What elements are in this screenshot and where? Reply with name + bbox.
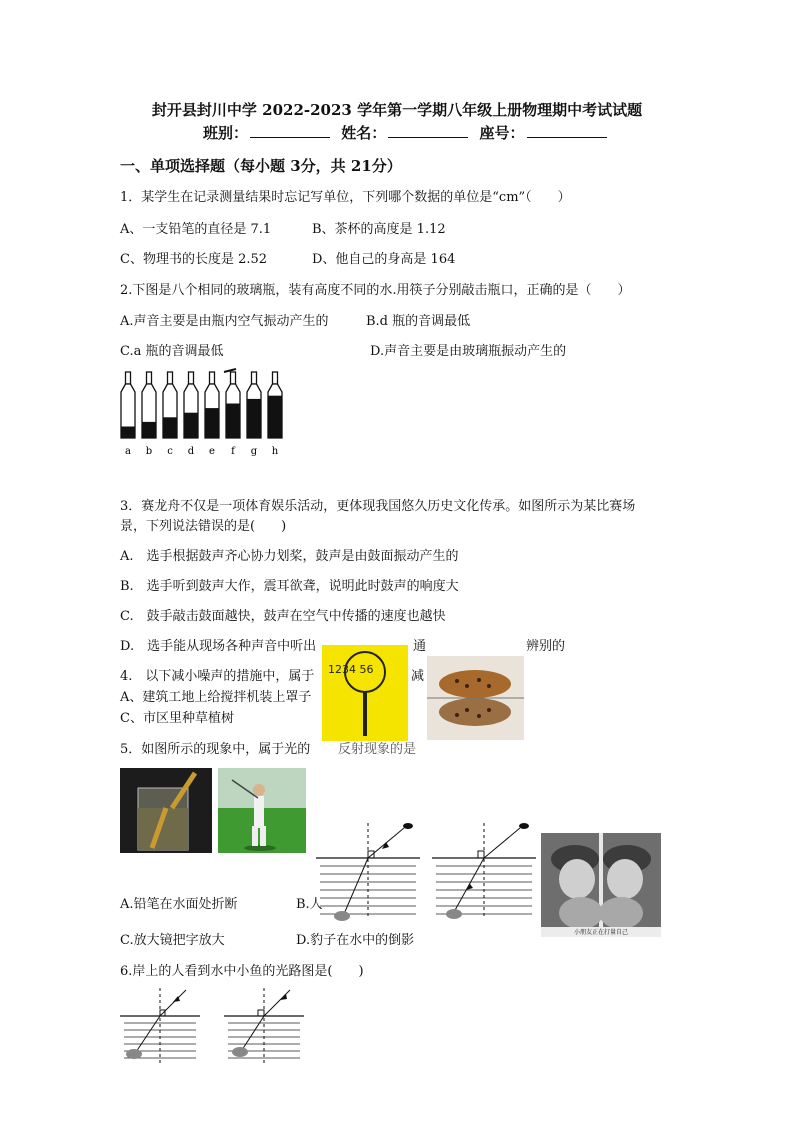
q6-light-path-diagram-1	[120, 986, 200, 1066]
bottle-a	[121, 372, 135, 457]
speed-sign-graphic	[322, 645, 408, 741]
q3-option-b: B. 选手听到鼓声大作，震耳欲聋，说明此时鼓声的响度大	[120, 579, 459, 594]
q2-stem: 2.下图是八个相同的玻璃瓶，装有高度不同的水.用筷子分别敲击瓶口，正确的是（ ）	[120, 283, 631, 298]
q3-option-c: C. 鼓手敲击鼓面越快，鼓声在空气中传播的速度也越快	[120, 609, 446, 624]
q6-stem: 6.岸上的人看到水中小鱼的光路图是( )	[120, 964, 364, 979]
golfer-shadow-photo	[218, 768, 306, 853]
q4-option-c: C、市区里种草植树	[120, 711, 234, 726]
bottle-water-f	[226, 404, 240, 439]
child-mirror-graphic	[541, 833, 661, 927]
leopard-body	[439, 670, 511, 698]
q3-stem-line1: 3．赛龙舟不仅是一项体育娱乐活动，更体现我国悠久历史文化传承。如图所示为某比赛场	[120, 499, 636, 514]
q3-option-d-left: D. 选手能从现场各种声音中听出	[120, 639, 317, 654]
seat-blank	[527, 123, 607, 138]
q5-option-b: B.人	[296, 897, 323, 912]
bottle-label-c: c	[167, 446, 173, 457]
section-heading: 一、单项选择题（每小题 3分，共 21分）	[120, 157, 402, 175]
leopard-reflection-image	[427, 656, 524, 740]
bottle-e	[205, 372, 219, 457]
bottle-water-c	[163, 417, 177, 438]
q6-light-path-diagram-2	[224, 986, 304, 1066]
q5-option-a: A.铅笔在水面处折断	[120, 897, 238, 912]
bottle-c	[163, 372, 177, 457]
q1-option-b: B、茶杯的高度是 1.12	[312, 222, 446, 237]
bottle-group	[121, 372, 282, 457]
bottle-water-h	[268, 396, 282, 438]
q5-stem-mid: 反射现象的是	[338, 742, 417, 757]
q3-option-a: A. 选手根据鼓声齐心协力划桨，鼓声是由鼓面振动产生的	[120, 549, 459, 564]
q1-option-a: A、一支铅笔的直径是 7.1	[120, 222, 272, 237]
bottle-water-d	[184, 413, 198, 438]
bottle-water-a	[121, 427, 135, 439]
q4-option-a: A、建筑工地上给搅拌机装上罩子	[120, 690, 312, 705]
child-mirror-photo	[541, 833, 661, 937]
q3-option-d-right: 辨别的	[526, 639, 566, 654]
q2-option-d: D.声音主要是由玻璃瓶振动产生的	[370, 344, 567, 359]
pencil-in-water-graphic	[120, 768, 212, 853]
bottle-water-e	[205, 408, 219, 438]
q1-stem: 1．某学生在记录测量结果时忘记写单位，下列哪个数据的单位是“cm”（ ）	[120, 190, 571, 205]
leopard-reflection	[439, 698, 511, 726]
q2-option-a: A.声音主要是由瓶内空气振动产生的	[120, 314, 329, 329]
q2-option-b: B.d 瓶的音调最低	[366, 314, 471, 329]
bottle-f	[226, 372, 240, 457]
sign-pole	[363, 692, 367, 736]
q4-stem-left: 4. 以下减小噪声的措施中，属于	[120, 669, 315, 684]
bottle-label-f: f	[231, 446, 235, 457]
refraction-diagram-2	[432, 818, 536, 926]
name-label: 姓名：	[341, 124, 387, 142]
bottle-g	[247, 372, 261, 457]
bottle-water-g	[247, 399, 261, 438]
q5-stem-left: 5．如图所示的现象中，属于光的	[120, 742, 311, 757]
q3-stem-line2: 景，下列说法错误的是( )	[120, 519, 287, 534]
q3-option-d-mid: 通	[413, 639, 427, 654]
q2-option-c: C.a 瓶的音调最低	[120, 344, 224, 359]
bottle-water-b	[142, 422, 156, 438]
bottle-label-h: h	[271, 446, 279, 457]
name-blank	[388, 123, 468, 138]
bottle-label-a: a	[125, 446, 131, 457]
exam-title: 封开县封川中学 2022-2023 学年第一学期八年级上册物理期中考试试题	[151, 101, 643, 119]
mirror-photo-caption: 小朋友正在打量自己	[573, 929, 628, 936]
seat-label: 座号：	[479, 124, 525, 142]
q5-option-d: D.豹子在水中的倒影	[296, 933, 415, 948]
speed-sign-image	[322, 645, 408, 741]
q1-option-c: C、物理书的长度是 2.52	[120, 252, 268, 267]
q4-stem-right: 减	[411, 669, 425, 684]
bottle-b	[142, 372, 156, 457]
q1-option-d: D、他自己的身高是 164	[312, 252, 456, 267]
bottle-d	[184, 372, 198, 457]
student-info-row	[203, 122, 613, 143]
bottle-label-e: e	[209, 446, 215, 457]
bottle-label-b: b	[145, 446, 153, 457]
leopard-reflection-graphic	[427, 656, 524, 740]
bottle-label-g: g	[250, 446, 258, 457]
refraction-diagram-1	[316, 818, 420, 926]
class-label: 班别：	[203, 124, 249, 142]
pencil-in-water-photo	[120, 768, 212, 853]
sign-number-text: 1234 56	[328, 663, 374, 676]
golfer-graphic	[218, 768, 306, 853]
bottles-figure	[116, 366, 291, 458]
bottle-h	[268, 372, 282, 457]
bottle-label-d: d	[187, 446, 195, 457]
class-blank	[250, 123, 330, 138]
q5-option-c: C.放大镜把字放大	[120, 933, 225, 948]
